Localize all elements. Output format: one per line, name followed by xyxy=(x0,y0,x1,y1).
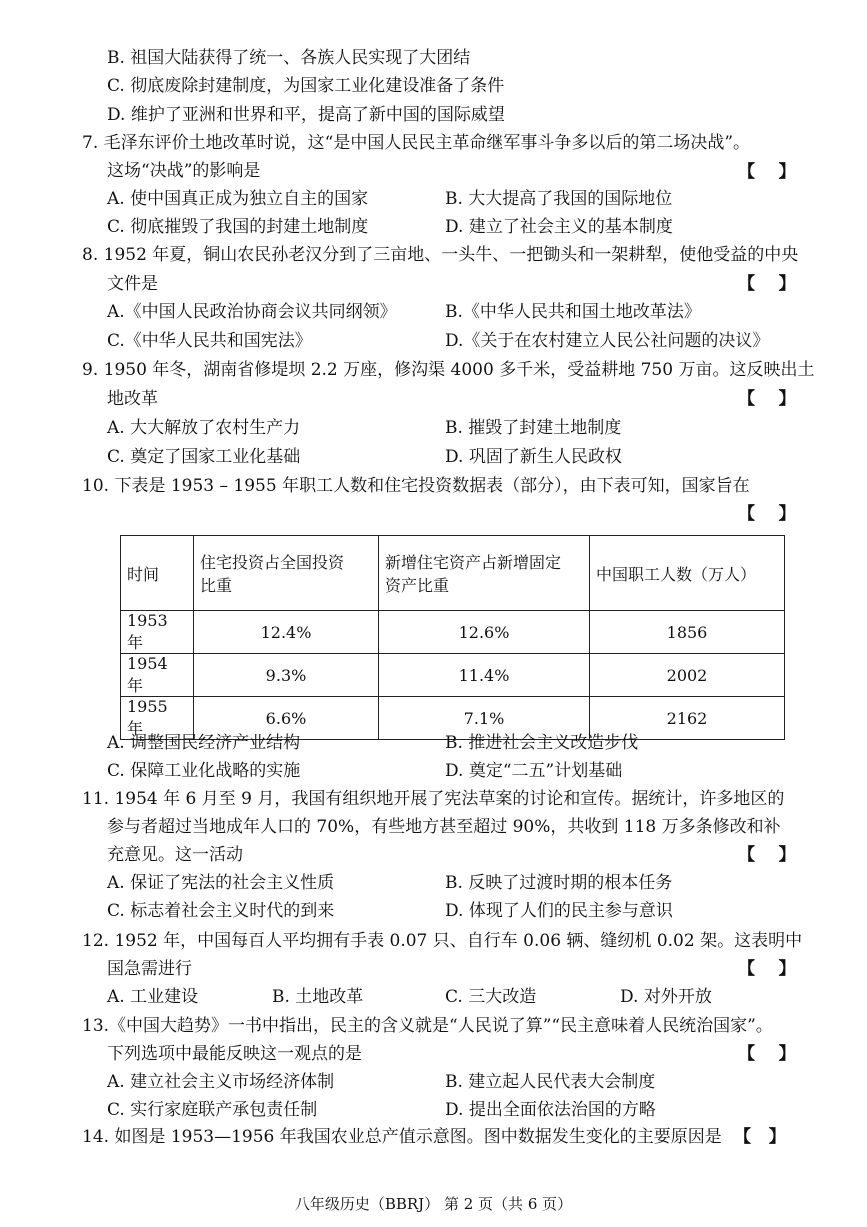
q12-option-c: C. 三大改造 xyxy=(445,987,537,1007)
table-header-row xyxy=(121,536,785,611)
q12-option-a: A. 工业建设 xyxy=(107,987,199,1007)
q10-option-b: B. 推进社会主义改造步伐 xyxy=(445,733,639,753)
table-cell: 1954 年 xyxy=(121,654,194,697)
table-cell: 2002 xyxy=(590,654,785,697)
option-c: C. 彻底废除封建制度，为国家工业化建设准备了条件 xyxy=(107,76,505,96)
table-header-cell: 中国职工人数（万人） xyxy=(590,536,785,611)
table-header-cell: 住宅投资占全国投资 比重 xyxy=(194,536,379,611)
table-cell: 6.6% xyxy=(194,697,379,740)
data-table xyxy=(120,535,785,740)
q8-answer-bracket: 【 】 xyxy=(738,274,796,294)
table-cell: 1955 年 xyxy=(121,697,194,740)
q11-answer-bracket: 【 】 xyxy=(738,845,796,865)
q14-answer-bracket: 【 】 xyxy=(734,1127,786,1147)
q10-stem-line1: 10. 下表是 1953 – 1955 年职工人数和住宅投资数据表（部分），由下表可知，国家旨在 xyxy=(82,476,750,496)
q7-stem-line2: 这场“决战”的影响是 xyxy=(107,161,261,181)
q9-option-c: C. 奠定了国家工业化基础 xyxy=(107,447,301,467)
q7-stem-line1: 7. 毛泽东评价土地改革时说，这“是中国人民民主革命继军事斗争多以后的第二场决战”。 xyxy=(82,133,751,153)
option-d: D. 维护了亚洲和世界和平，提高了新中国的国际威望 xyxy=(107,105,505,125)
q7-option-a: A. 使中国真正成为独立自主的国家 xyxy=(107,189,369,209)
q9-answer-bracket: 【 】 xyxy=(738,389,796,409)
q8-option-d: D.《关于在农村建立人民公社问题的决议》 xyxy=(445,331,770,351)
q9-option-b: B. 摧毁了封建土地制度 xyxy=(445,418,622,438)
q12-stem-line1: 12. 1952 年，中国每百人平均拥有手表 0.07 只、自行车 0.06 辆、缝纫机 0.02 架。这表明中 xyxy=(82,931,803,951)
q8-option-c: C.《中华人民共和国宪法》 xyxy=(107,331,312,351)
q12-option-b: B. 土地改革 xyxy=(272,987,364,1007)
table-cell: 1953 年 xyxy=(121,611,194,654)
q9-option-a: A. 大大解放了农村生产力 xyxy=(107,418,301,438)
q12-stem-line2: 国急需进行 xyxy=(107,959,192,979)
q13-option-b: B. 建立起人民代表大会制度 xyxy=(445,1072,656,1092)
q11-stem-line1: 11. 1954 年 6 月至 9 月，我国有组织地开展了宪法草案的讨论和宣传。据统计，许多地区的 xyxy=(82,789,785,809)
q10-option-a: A. 调整国民经济产业结构 xyxy=(107,733,301,753)
table-cell: 11.4% xyxy=(379,654,590,697)
q8-stem-line2: 文件是 xyxy=(107,274,158,294)
q7-option-b: B. 大大提高了我国的国际地位 xyxy=(445,189,673,209)
table-header-cell: 时间 xyxy=(121,536,194,611)
q11-option-b: B. 反映了过渡时期的根本任务 xyxy=(445,873,673,893)
q13-stem-line1: 13.《中国大趋势》一书中指出，民主的含义就是“人民说了算”“民主意味着人民统治国家”。 xyxy=(82,1016,773,1036)
table-cell: 2162 xyxy=(590,697,785,740)
q8-stem-line1: 8. 1952 年夏，铜山农民孙老汉分到了三亩地、一头牛、一把锄头和一架耕犁，使他受益的中央 xyxy=(82,245,799,265)
table-row xyxy=(121,654,785,697)
q13-stem-line2: 下列选项中最能反映这一观点的是 xyxy=(107,1044,362,1064)
q7-option-d: D. 建立了社会主义的基本制度 xyxy=(445,217,673,237)
table-cell: 7.1% xyxy=(379,697,590,740)
page-footer: 八年级历史（BBRJ） 第 2 页（共 6 页） xyxy=(294,1195,573,1213)
q8-option-b: B.《中华人民共和国土地改革法》 xyxy=(445,302,701,322)
q10-option-d: D. 奠定“二五”计划基础 xyxy=(445,761,623,781)
table-cell: 9.3% xyxy=(194,654,379,697)
q10-answer-bracket: 【 】 xyxy=(738,504,796,524)
q10-option-c: C. 保障工业化战略的实施 xyxy=(107,761,301,781)
q13-option-a: A. 建立社会主义市场经济体制 xyxy=(107,1072,335,1092)
q13-option-c: C. 实行家庭联产承包责任制 xyxy=(107,1100,318,1120)
q12-answer-bracket: 【 】 xyxy=(738,959,796,979)
q8-option-a: A.《中国人民政治协商会议共同纲领》 xyxy=(107,302,397,322)
table-cell: 1856 xyxy=(590,611,785,654)
q14-stem-line1: 14. 如图是 1953—1956 年我国农业总产值示意图。图中数据发生变化的主要原因是 xyxy=(82,1127,722,1147)
option-b: B. 祖国大陆获得了统一、各族人民实现了大团结 xyxy=(107,48,471,68)
q7-answer-bracket: 【 】 xyxy=(738,162,796,182)
q9-stem-line1: 9. 1950 年冬，湖南省修堤坝 2.2 万座，修沟渠 4000 多千米，受益耕地 750 万亩。这反映出土 xyxy=(82,360,815,380)
q13-option-d: D. 提出全面依法治国的方略 xyxy=(445,1100,656,1120)
table-header-cell: 新增住宅资产占新增固定 资产比重 xyxy=(379,536,590,611)
q7-option-c: C. 彻底摧毁了我国的封建土地制度 xyxy=(107,217,369,237)
q11-stem-line2: 参与者超过当地成年人口的 70%，有些地方甚至超过 90%，共收到 118 万多条修改和补 xyxy=(107,817,781,837)
q11-option-d: D. 体现了人们的民主参与意识 xyxy=(445,901,673,921)
table-cell: 12.6% xyxy=(379,611,590,654)
q11-stem-line3: 充意见。这一活动 xyxy=(107,845,243,865)
q11-option-c: C. 标志着社会主义时代的到来 xyxy=(107,901,335,921)
q11-option-a: A. 保证了宪法的社会主义性质 xyxy=(107,873,335,893)
table-cell: 12.4% xyxy=(194,611,379,654)
q9-stem-line2: 地改革 xyxy=(107,389,158,409)
q13-answer-bracket: 【 】 xyxy=(738,1044,796,1064)
q12-option-d: D. 对外开放 xyxy=(620,987,712,1007)
q9-option-d: D. 巩固了新生人民政权 xyxy=(445,447,622,467)
table-row xyxy=(121,611,785,654)
